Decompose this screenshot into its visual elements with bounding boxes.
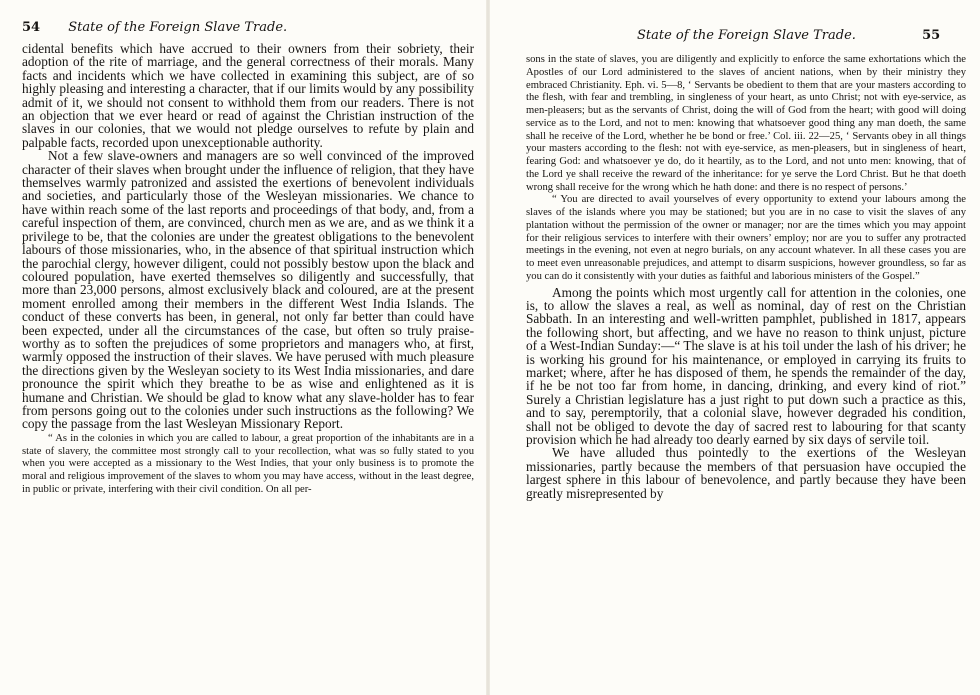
left-body-text (22, 42, 474, 497)
left-page (0, 0, 488, 695)
right-body-text (526, 54, 966, 500)
right-paragraph-sabbath: Among the points which most urgently call for attention in the colonies, one is, to allow the slaves a real, as well as nominal, day of rest on the Christian Sabbath. In an interesting and well-written pamphlet, published in 1817, appears the following short, but affecting, and we have no reason to think unjust, picture of a West-Indian Sunday:—“ The slave is at his toil under the lash of his driver; he is working his ground for his maintenance, or employed in carrying its fruits to market; where, after he has disposed of them, he spends the remainder of the day, if he be not too far from home, in dancing, drinking, and every kind of riot.” Surely a Christian legislature has a just right to put down such a practice as this, and to say, peremptorily, that a colonial slave, however degraded his condition, shall not be obliged to devote the day of sacred rest to labouring for that scanty provision which he had already too dearly earned by six days of servile toil. (526, 284, 966, 447)
right-header-title: State of the Foreign Slave Trade. (637, 28, 856, 43)
right-running-head (637, 28, 940, 43)
right-quote-paragraph: “ You are directed to avail yourselves of every opportunity to extend your labours among the slaves of the islands where you may be stationed; but you are in no case to visit the slaves of any plantation without the permission of the owner or manager; nor are the times which you may appoint for their religious services to interfere with their owners’ employ; nor are you to suffer any protracted meetings in the evening, not even at negro burials, on any account whatever. In all these cases you are to meet even unreasonable prejudices, and attempt to disarm suspicions, however groundless, so far as you can do it consistently with your duties as faithful and laborious ministers of the Gospel.” (526, 194, 966, 282)
right-paragraph-wesleyan: We have alluded thus pointedly to the exertions of the Wesleyan missionaries, partly because the members of that persuasion have occupied the largest sphere in this labour of benevolence, and partly because they have been greatly misrepresented by (526, 445, 966, 501)
left-running-head (22, 20, 287, 35)
right-page (488, 0, 980, 695)
right-quote-continued: sons in the state of slaves, you are diligently and explicitly to enforce the same exhortations which the Apostles of our Lord administered to the slaves of ancient nations, when by their ministry they embraced Christianity. Eph. vi. 5—8, ‘ Servants be obedient to them that are your masters according to the flesh, with fear and trembling, in singleness of your heart, as unto Christ; not with eye-service, as men-pleasers; but as the servants of Christ, doing the will of God from the heart; with good will doing service as to the Lord, and not to men: knowing that whatsoever good thing any man doeth, the same shall he receive of the Lord, whether he be bond or free.’ Col. iii. 22—25, ‘ Servants obey in all things your masters according to the flesh: not with eye-service, as men-pleasers, but in singleness of heart, fearing God: and whatsoever ye do, do it heartily, as to the Lord, and not unto men: knowing, that of the Lord ye shall receive the reward of the inheritance: for ye serve the Lord Christ. But he that doeth wrong shall receive for the wrong which he hath done: and there is no respect of persons.’ (526, 54, 966, 193)
left-quote-paragraph: “ As in the colonies in which you are called to labour, a great proportion of the inhabitants are in a state of slavery, the committee most strongly call to your recollection, what was so fully stated to you when you were accepted as a missionary to the West Indies, that your only business is to promote the moral and religious improvement of the slaves to whom you may have access, without in the least degree, in public or private, interfering with their civil condition. On all per- (22, 432, 474, 495)
right-page-number: 55 (922, 28, 941, 43)
left-header-title: State of the Foreign Slave Trade. (68, 20, 288, 35)
left-page-number: 54 (22, 20, 41, 35)
left-paragraph-1: cidental benefits which have accrued to their owners from their sobriety, their adoption of the rite of marriage, and the general correctness of their morals. Many facts and incidents which we have collected in examining this subject, are of so highly pleasing and interesting a character, that if our limits would by any possibility admit of it, we should not consent to withhold them from our readers. There is not an objection that we ever heard or read of against the Christian instruction of the slaves in our colonies, that we would not pledge ourselves to refute by plain and palpable facts, recorded upon unexceptionable authority. (22, 41, 474, 150)
left-paragraph-2: Not a few slave-owners and managers are so well convinced of the improved character of their slaves when brought under the influence of religion, that they have themselves warmly patronized and assisted the exertions of benevolent individuals and societies, and particularly those of the Wesleyan missionaries. We chance to have within reach some of the last reports and proceedings of that body, and, from a careful inspection of them, are convinced, church men as we are, and as we think it a privilege to be, that the colonies are under the greatest obligations to the benevolent labours of those missionaries, who, in the absence of that spiritual instruction which the parochial clergy, however diligent, could not possibly bestow upon the black and coloured population, have exerted themselves so diligently and successfully, that more than 23,000 persons, almost exclusively black and coloured, are at the present moment enrolled among their members in the different West India Islands. The conduct of these converts has been, in general, not only far better than could have been expected, under all the circumstances of the case, but often so truly praise-worthy as to soften the prejudices of some proprietors and managers who, at first, warmly opposed the instruction of their slaves. We have perused with much pleasure the directions given by the Wesleyan society to its West India missionaries, and dare pronounce the spirit which they breathe to be as wise and enlightened as it is humane and Christian. We should be glad to know what any slave-holder has to fear from persons going out to the colonies under such instructions as the following? We copy the passage from the last Wesleyan Missionary Report. (22, 148, 474, 432)
